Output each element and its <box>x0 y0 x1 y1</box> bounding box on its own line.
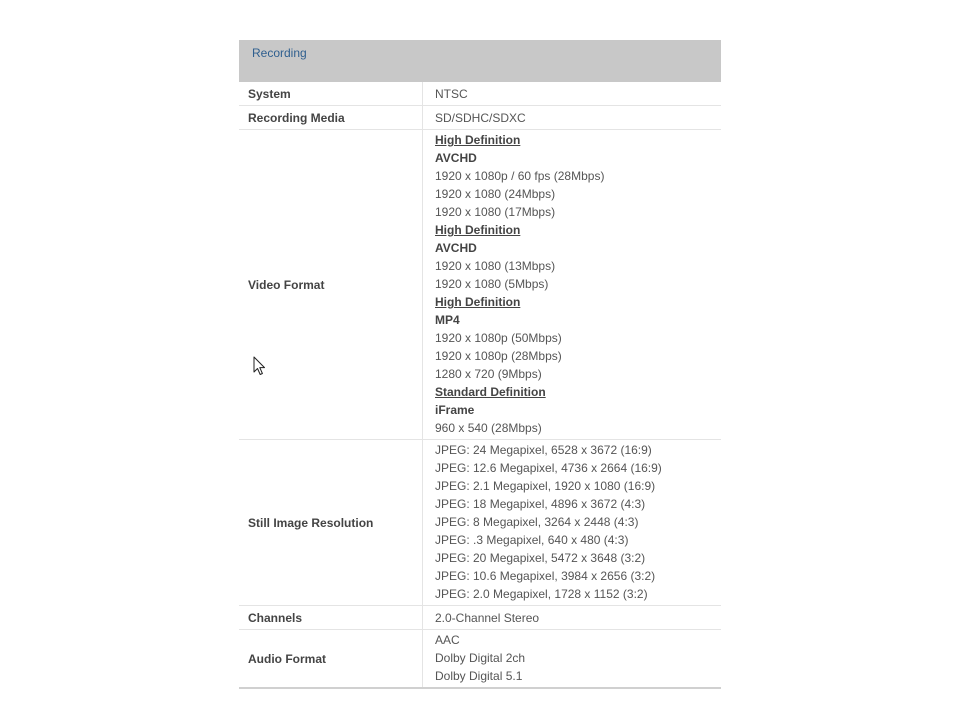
video-format-item: 1920 x 1080 (5Mbps) <box>435 277 549 291</box>
audio-format-item: AAC <box>435 633 460 647</box>
still-resolution-item: JPEG: 10.6 Megapixel, 3984 x 2656 (3:2) <box>435 569 656 583</box>
video-group-heading: High Definition <box>435 223 521 237</box>
spec-value: 2.0-Channel Stereo <box>435 610 540 625</box>
spec-label-audio-format: Audio Format <box>239 630 423 687</box>
spec-row-video-format <box>239 130 721 440</box>
spec-values-still-image-resolution <box>423 440 721 605</box>
spec-row-channels <box>239 606 721 630</box>
still-resolution-item: JPEG: 2.0 Megapixel, 1728 x 1152 (3:2) <box>435 587 648 601</box>
still-resolution-item: JPEG: 12.6 Megapixel, 4736 x 2664 (16:9) <box>435 461 662 475</box>
video-format-item: 1920 x 1080 (24Mbps) <box>435 187 556 201</box>
spec-value: SD/SDHC/SDXC <box>435 110 526 125</box>
video-format-item: 1920 x 1080 (17Mbps) <box>435 205 556 219</box>
spec-values-channels <box>423 606 721 629</box>
video-group-heading: Standard Definition <box>435 385 546 399</box>
video-group-format: MP4 <box>435 313 460 327</box>
video-group-format: iFrame <box>435 403 475 417</box>
still-resolution-item: JPEG: 2.1 Megapixel, 1920 x 1080 (16:9) <box>435 479 656 493</box>
spec-row-system <box>239 82 721 106</box>
spec-values-video-format <box>423 130 721 439</box>
spec-label-recording-media: Recording Media <box>239 106 423 129</box>
section-title[interactable]: Recording <box>252 46 307 60</box>
recording-specs-panel <box>239 40 721 689</box>
still-resolution-item: JPEG: .3 Megapixel, 640 x 480 (4:3) <box>435 533 629 547</box>
video-format-item: 1920 x 1080p / 60 fps (28Mbps) <box>435 169 605 183</box>
spec-label-channels: Channels <box>239 606 423 629</box>
video-group-format: AVCHD <box>435 151 477 165</box>
spec-row-recording-media <box>239 106 721 130</box>
spec-values-audio-format <box>423 630 721 687</box>
video-format-item: 1920 x 1080p (50Mbps) <box>435 331 562 345</box>
audio-format-item: Dolby Digital 2ch <box>435 651 526 665</box>
spec-label-system: System <box>239 82 423 105</box>
spec-row-still-image-resolution <box>239 440 721 606</box>
video-format-item: 1920 x 1080 (13Mbps) <box>435 259 556 273</box>
video-format-item: 1280 x 720 (9Mbps) <box>435 367 542 381</box>
video-group-heading: High Definition <box>435 133 521 147</box>
video-group-format: AVCHD <box>435 241 477 255</box>
video-format-item: 960 x 540 (28Mbps) <box>435 421 542 435</box>
still-resolution-item: JPEG: 8 Megapixel, 3264 x 2448 (4:3) <box>435 515 639 529</box>
video-format-item: 1920 x 1080p (28Mbps) <box>435 349 562 363</box>
spec-row-audio-format <box>239 630 721 689</box>
arrow-pointer-icon <box>253 356 267 376</box>
video-group-heading: High Definition <box>435 295 521 309</box>
audio-format-item: Dolby Digital 5.1 <box>435 669 523 683</box>
spec-label-still-image-resolution: Still Image Resolution <box>239 440 423 605</box>
spec-label-video-format: Video Format <box>239 130 423 439</box>
still-resolution-item: JPEG: 20 Megapixel, 5472 x 3648 (3:2) <box>435 551 646 565</box>
still-resolution-item: JPEG: 24 Megapixel, 6528 x 3672 (16:9) <box>435 443 652 457</box>
section-header <box>239 40 721 82</box>
spec-value: NTSC <box>435 86 468 101</box>
spec-values-recording-media <box>423 106 721 129</box>
spec-values-system <box>423 82 721 105</box>
still-resolution-item: JPEG: 18 Megapixel, 4896 x 3672 (4:3) <box>435 497 646 511</box>
